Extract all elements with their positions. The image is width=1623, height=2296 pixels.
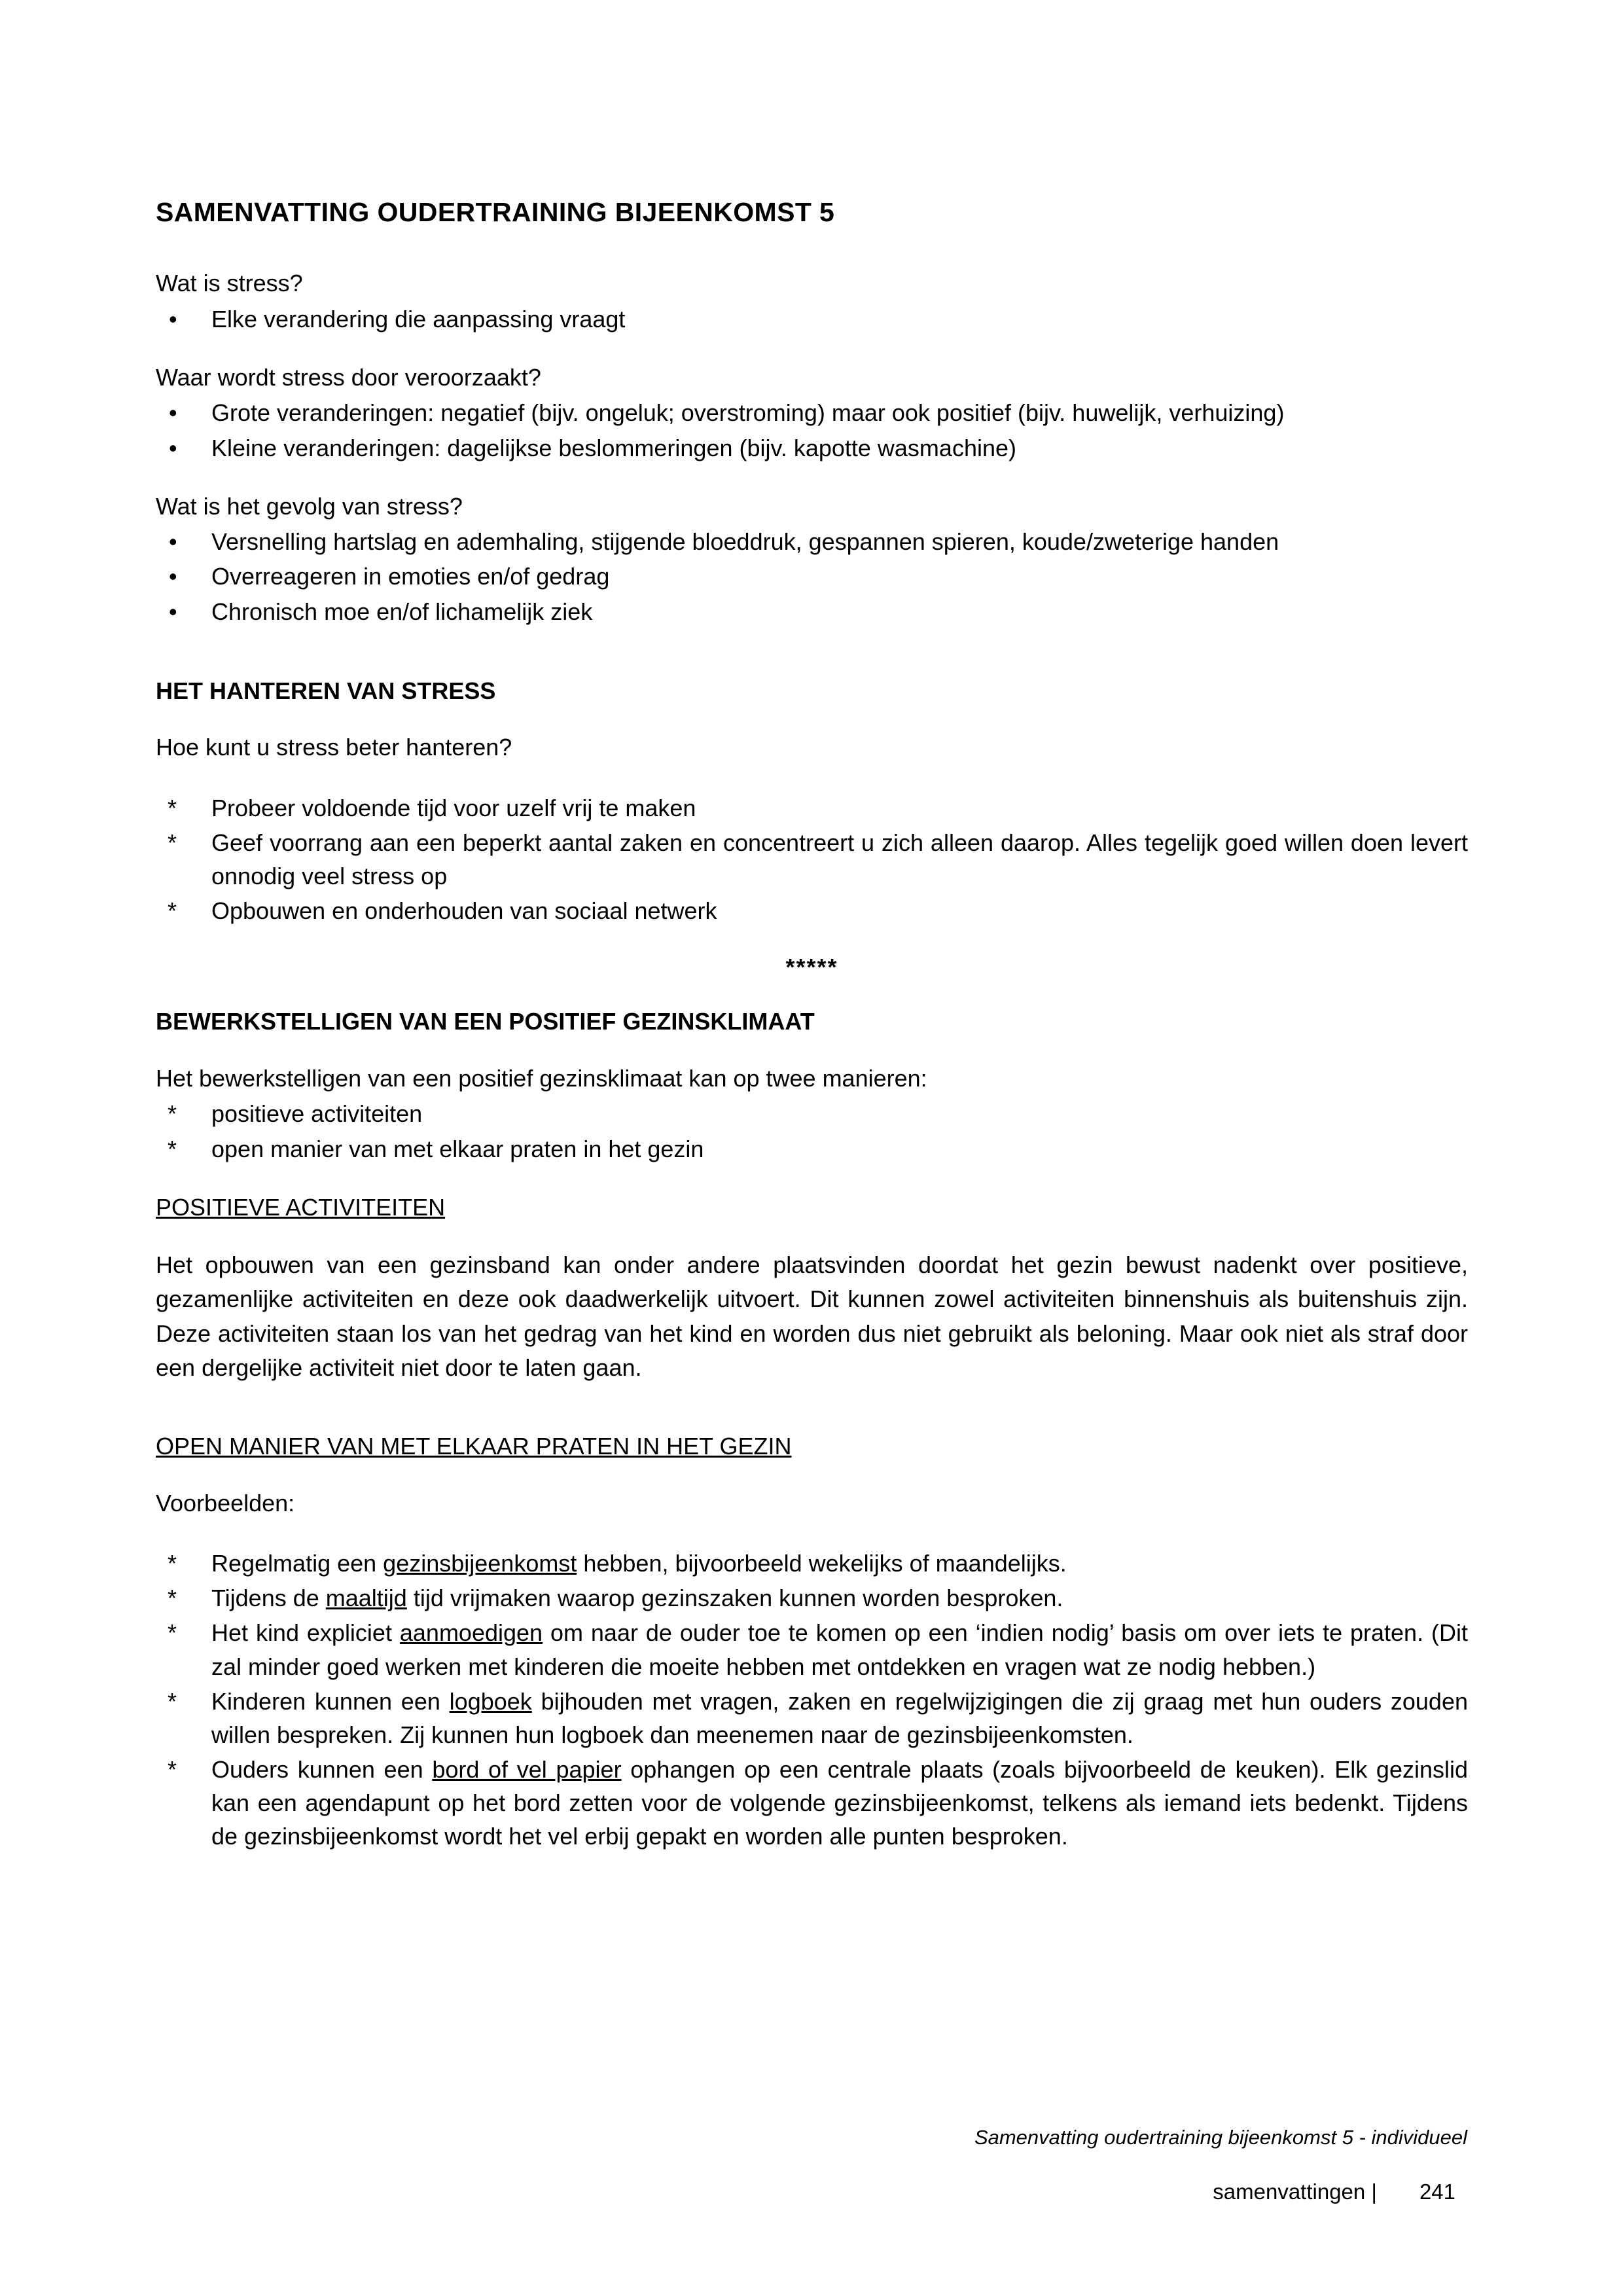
list-oorzaken-stress (156, 396, 1468, 464)
footer-caption: Samenvatting oudertraining bijeenkomst 5 - individueel (974, 2126, 1467, 2149)
list-item (156, 1616, 1468, 1683)
asterisk-icon: * (168, 1135, 177, 1162)
footer-label: samenvattingen | (1213, 2179, 1377, 2204)
list-stress-hanteren (156, 791, 1468, 927)
question-waar-wordt-stress-veroorzaakt: Waar wordt stress door veroorzaakt? (156, 363, 541, 391)
spacer (156, 337, 1468, 362)
section-separator: ***** (785, 954, 838, 981)
list-item-text-pre: Regelmatig een (211, 1550, 383, 1577)
list-item-text-pre: Ouders kunnen een (211, 1755, 433, 1783)
bullet-icon: • (169, 598, 177, 625)
asterisk-icon: * (168, 1100, 177, 1128)
list-item-text: Chronisch moe en/of lichamelijk ziek (211, 598, 593, 625)
heading-open-manier-praten: OPEN MANIER VAN MET ELKAAR PRATEN IN HET GEZIN (156, 1433, 792, 1460)
spacer (156, 1167, 1468, 1192)
document-body (156, 196, 1468, 1853)
list-item-text-underlined: maaltijd (325, 1585, 407, 1612)
list-item-text-underlined: bord of vel papier (432, 1755, 622, 1783)
label-voorbeelden: Voorbeelden: (156, 1489, 295, 1516)
list-item-text-post: ophangen op een centrale plaats (zoals bijvoorbeeld de keuken). Elk gezinslid kan een agendapunt op het bord zetten voor de volgende gezinsbijeenkomst, telkens als iemand iets bedenkt. Tijdens de gezinsbijeenkomst wordt het vel erbij gepakt en worden alle punten besproken. (211, 1755, 1469, 1850)
list-item (156, 1547, 1468, 1580)
list-item-text: Geef voorrang aan een beperkt aantal zaken en concentreert u zich alleen daarop. Alles tegelijk goed willen doen levert onnodig veel stress op (211, 829, 1468, 890)
list-item-text: open manier van met elkaar praten in het gezin (211, 1135, 704, 1162)
list-wat-is-stress (156, 302, 1468, 336)
list-item-text-post: om naar de ouder toe te komen op een ‘indien nodig’ basis om over iets te praten. (Dit zal minder goed werken met kinderen die moeite hebben met ontdekken en vragen wat ze nodig hebben.) (211, 1619, 1468, 1680)
asterisk-icon: * (168, 794, 177, 821)
spacer (156, 766, 1468, 791)
list-item-text-pre: Kinderen kunnen een (211, 1687, 450, 1715)
spacer (156, 466, 1468, 491)
list-item-text: Elke verandering die aanpassing vraagt (211, 305, 626, 332)
asterisk-icon: * (168, 829, 177, 856)
list-item-text-underlined: gezinsbijeenkomst (383, 1550, 577, 1577)
list-item-text-post: bijhouden met vragen, zaken en regelwijzigingen die zij graag met hun ouders zouden willen bespreken. Zij kunnen hun logboek dan meenemen naar de gezinsbijeenkomsten. (211, 1687, 1468, 1748)
list-item (156, 1097, 1468, 1130)
list-item-text: Versnelling hartslag en ademhaling, stijgende bloeddruk, gespannen spieren, koude/zweterige handen (211, 528, 1279, 556)
spacer (156, 1038, 1468, 1063)
question-hoe-stress-hanteren: Hoe kunt u stress beter hanteren? (156, 734, 512, 761)
list-item (156, 826, 1468, 893)
asterisk-icon: * (168, 1755, 177, 1783)
spacer (156, 707, 1468, 732)
list-item-text: Overreageren in emoties en/of gedrag (211, 563, 610, 590)
heading-het-hanteren-van-stress: HET HANTEREN VAN STRESS (156, 677, 496, 704)
list-voorbeelden (156, 1547, 1468, 1853)
list-item (156, 1132, 1468, 1166)
list-item (156, 431, 1468, 465)
bullet-icon: • (169, 399, 177, 427)
list-item-text-underlined: aanmoedigen (399, 1619, 543, 1647)
list-item-text-underlined: logboek (449, 1687, 532, 1715)
list-item (156, 595, 1468, 628)
list-item (156, 1685, 1468, 1751)
heading-positieve-activiteiten: POSITIEVE ACTIVITEITEN (156, 1193, 446, 1221)
list-item (156, 560, 1468, 593)
list-item-text: Opbouwen en onderhouden van sociaal netwerk (211, 897, 717, 925)
list-item-text: Kleine veranderingen: dagelijkse beslommeringen (bijv. kapotte wasmachine) (211, 434, 1016, 461)
list-item (156, 894, 1468, 927)
asterisk-icon: * (168, 1619, 177, 1647)
spacer (156, 929, 1468, 954)
intro-gezinsklimaat: Het bewerkstelligen van een positief gezinsklimaat kan op twee manieren: (156, 1064, 927, 1092)
list-item (156, 1753, 1468, 1853)
asterisk-icon: * (168, 897, 177, 925)
list-item (156, 525, 1468, 558)
asterisk-icon: * (168, 1550, 177, 1577)
list-item-text: Probeer voldoende tijd voor uzelf vrij te maken (211, 794, 696, 821)
heading-bewerkstelligen-positief-gezinsklimaat: BEWERKSTELLIGEN VAN EEN POSITIEF GEZINSKLIMAAT (156, 1008, 815, 1035)
list-item-text: Grote veranderingen: negatief (bijv. ongeluk; overstroming) maar ook positief (bijv. huwelijk, verhuizing) (211, 399, 1285, 427)
spacer (156, 981, 1468, 1006)
footer-page-info (156, 2179, 1467, 2204)
question-gevolg-van-stress: Wat is het gevolg van stress? (156, 492, 463, 520)
spacer (156, 630, 1468, 675)
asterisk-icon: * (168, 1585, 177, 1612)
list-item-text-pre: Het kind expliciet (211, 1619, 400, 1647)
bullet-icon: • (169, 528, 177, 556)
question-wat-is-stress: Wat is stress? (156, 270, 303, 297)
list-item-text-post: hebben, bijvoorbeeld wekelijks of maandelijks. (577, 1550, 1067, 1577)
bullet-icon: • (169, 434, 177, 461)
asterisk-icon: * (168, 1687, 177, 1715)
list-item-text: positieve activiteiten (211, 1100, 423, 1128)
bullet-icon: • (169, 563, 177, 590)
list-item (156, 302, 1468, 336)
list-item (156, 791, 1468, 825)
list-gezinsklimaat-manieren (156, 1097, 1468, 1165)
list-item (156, 1581, 1468, 1615)
spacer (156, 1522, 1468, 1547)
paragraph-positieve-activiteiten: Het opbouwen van een gezinsband kan onder andere plaatsvinden doordat het gezin bewust nadenkt over positieve, gezamenlijke activiteiten en deze ook daadwerkelijk uitvoert. Dit kunnen zowel activiteiten binnenshuis als buitenshuis zijn. Deze activiteiten staan los van het gedrag van het kind en worden dus niet gebruikt als beloning. Maar ook niet als straf door een dergelijke activiteit niet door te laten gaan. (156, 1251, 1468, 1381)
list-item-text-post: tijd vrijmaken waarop gezinszaken kunnen worden besproken. (406, 1585, 1063, 1612)
spacer (156, 1463, 1468, 1488)
page-number: 241 (1419, 2179, 1455, 2204)
page-footer (156, 2126, 1467, 2204)
bullet-icon: • (169, 305, 177, 332)
page-title: SAMENVATTING OUDERTRAINING BIJEENKOMST 5 (156, 197, 835, 227)
list-item-text-pre: Tijdens de (211, 1585, 326, 1612)
list-gevolgen-stress (156, 525, 1468, 628)
spacer (156, 1385, 1468, 1431)
spacer (156, 1223, 1468, 1248)
list-item (156, 396, 1468, 429)
